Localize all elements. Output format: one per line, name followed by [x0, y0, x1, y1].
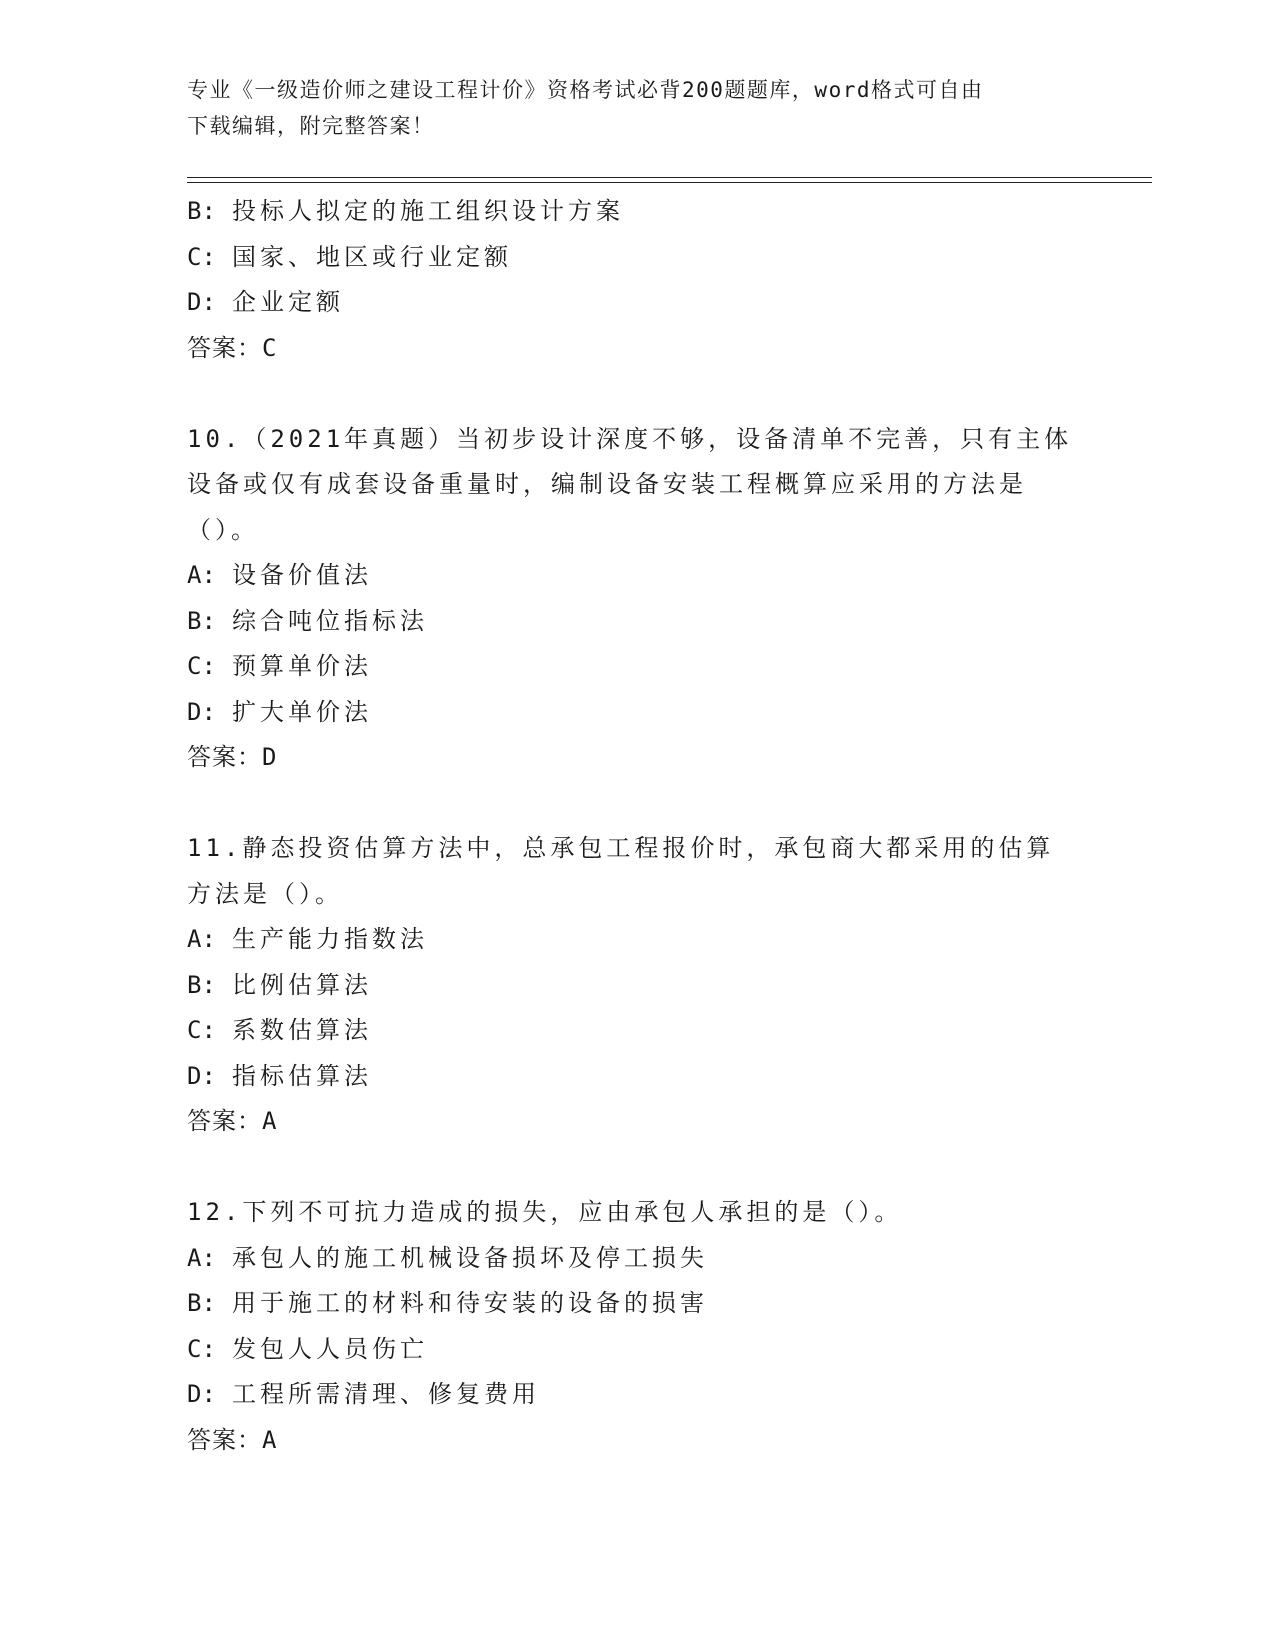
question-stem-line: 11.静态投资估算方法中，总承包工程报价时，承包商大都采用的估算 [187, 834, 1055, 862]
option-a [187, 1236, 1087, 1282]
option-b [187, 189, 1087, 235]
option-letter: C: [187, 652, 216, 680]
option-letter: B: [187, 1289, 216, 1317]
option-c [187, 1327, 1087, 1373]
option-letter: B: [187, 197, 216, 225]
option-d [187, 280, 1087, 326]
option-text: 系数估算法 [232, 1016, 372, 1044]
option-letter: D: [187, 1380, 216, 1408]
option-letter: C: [187, 242, 216, 271]
option-d [187, 690, 1087, 736]
option-letter: A: [187, 561, 216, 589]
document-body [187, 189, 1087, 1463]
option-text: 投标人拟定的施工组织设计方案 [232, 197, 624, 225]
spacer [187, 1145, 1087, 1191]
answer-line [187, 1418, 1087, 1464]
option-c [187, 1008, 1087, 1054]
question-stem-line: （）。 [187, 515, 259, 544]
question-9-block [187, 189, 1087, 371]
header-divider-thin [187, 182, 1152, 183]
spacer [187, 781, 1087, 827]
question-12-block [187, 1190, 1087, 1463]
option-a [187, 917, 1087, 963]
option-letter: D: [187, 1061, 216, 1090]
answer-value: D [262, 743, 277, 771]
header-line-1: 专业《一级造价师之建设工程计价》资格考试必背200题题库，word格式可自由 [187, 78, 984, 102]
question-stem-line: 设备或仅有成套设备重量时，编制设备安装工程概算应采用的方法是 [187, 470, 1027, 498]
spacer [187, 371, 1087, 417]
option-letter: D: [187, 288, 216, 316]
answer-value: A [262, 1425, 277, 1454]
question-stem-line: 10.（2021年真题）当初步设计深度不够，设备清单不完善，只有主体 [187, 424, 1073, 453]
question-stem-line: 12.下列不可抗力造成的损失，应由承包人承担的是（）。 [187, 1198, 903, 1226]
option-letter: A: [187, 925, 216, 953]
option-text: 工程所需清理、修复费用 [232, 1380, 540, 1408]
option-d [187, 1054, 1087, 1100]
option-text: 设备价值法 [232, 561, 372, 589]
header-divider-thick [187, 177, 1152, 178]
option-text: 承包人的施工机械设备损坏及停工损失 [232, 1243, 708, 1272]
option-text: 指标估算法 [232, 1061, 372, 1090]
answer-value: C [262, 333, 277, 362]
answer-label: 答案： [187, 743, 262, 771]
option-letter: A: [187, 1243, 216, 1272]
option-text: 扩大单价法 [232, 697, 372, 726]
option-text: 国家、地区或行业定额 [232, 242, 512, 271]
answer-label: 答案： [187, 1425, 262, 1454]
option-text: 综合吨位指标法 [232, 606, 428, 635]
option-d [187, 1372, 1087, 1418]
option-letter: B: [187, 970, 216, 999]
answer-line [187, 326, 1087, 372]
option-b [187, 599, 1087, 645]
option-b [187, 1281, 1087, 1327]
option-text: 预算单价法 [232, 652, 372, 680]
option-letter: C: [187, 1334, 216, 1363]
option-text: 用于施工的材料和待安装的设备的损害 [232, 1289, 708, 1317]
option-text: 企业定额 [232, 288, 344, 316]
option-c [187, 235, 1087, 281]
option-b [187, 963, 1087, 1009]
answer-line [187, 735, 1087, 781]
option-text: 生产能力指数法 [232, 925, 428, 953]
answer-label: 答案： [187, 333, 262, 362]
answer-label: 答案： [187, 1107, 262, 1135]
answer-line [187, 1099, 1087, 1145]
option-letter: D: [187, 697, 216, 726]
answer-value: A [262, 1107, 277, 1135]
question-stem-line: 方法是（）。 [187, 879, 343, 908]
option-text: 发包人人员伤亡 [232, 1334, 428, 1363]
question-11-block [187, 826, 1087, 1145]
option-text: 比例估算法 [232, 970, 372, 999]
option-letter: C: [187, 1016, 216, 1044]
header-line-2: 下载编辑，附完整答案！ [187, 114, 435, 138]
option-a [187, 553, 1087, 599]
document-header [187, 72, 1067, 144]
option-letter: B: [187, 606, 216, 635]
question-10-block [187, 417, 1087, 781]
option-c [187, 644, 1087, 690]
